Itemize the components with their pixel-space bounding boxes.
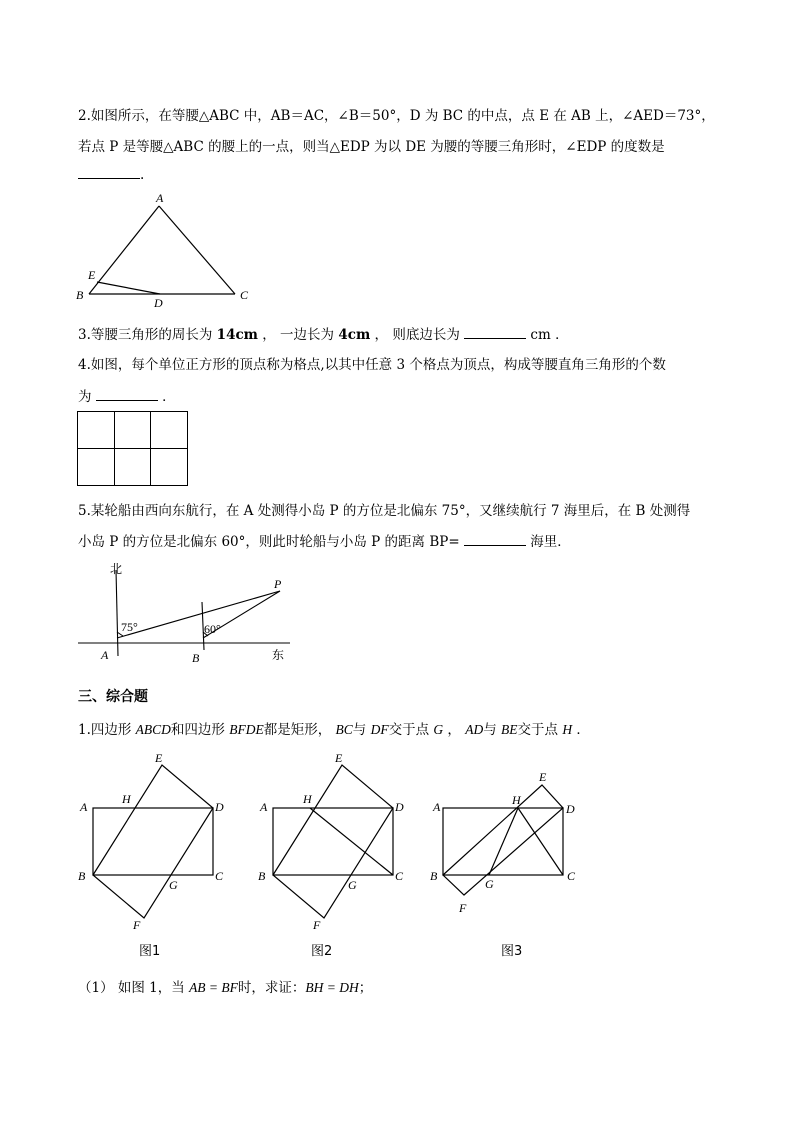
- c1-var: DF: [370, 722, 389, 737]
- fig1-label-f: F: [133, 918, 141, 932]
- fig2-label-a: A: [260, 800, 268, 814]
- caption-fig2: 图2: [311, 944, 333, 959]
- fig2-label-f: F: [313, 918, 321, 932]
- figure-3: [425, 765, 595, 925]
- c1-text: 和四边形: [170, 722, 230, 738]
- c1-text: （1） 如图 1，当: [78, 980, 190, 996]
- answer-blank[interactable]: [464, 326, 526, 339]
- q3-line: [78, 323, 569, 343]
- angle-60-label: 60°: [204, 622, 221, 636]
- grid-cell: [78, 412, 115, 449]
- figure-1: [75, 750, 235, 940]
- c1-equation: AB = BF: [189, 980, 238, 995]
- fig1-label-e: E: [155, 751, 163, 765]
- c1-text: ．: [572, 722, 590, 738]
- label-b: B: [76, 288, 84, 302]
- answer-blank[interactable]: [464, 533, 526, 546]
- fig1-label-g: G: [169, 878, 178, 892]
- q3-text: ， 则底边长为: [370, 327, 465, 343]
- east-label: 东: [272, 648, 285, 662]
- c1-text: 都是矩形，: [263, 722, 336, 738]
- c1-part1: [78, 976, 372, 996]
- fig1-label-b: B: [78, 869, 86, 883]
- c1-var: G: [433, 722, 444, 737]
- c1-var: AD: [465, 722, 484, 737]
- label-e: E: [88, 268, 96, 282]
- fig2-label-c: C: [395, 869, 404, 883]
- q4-line1: 4.如图，每个单位正方形的顶点称为格点,以其中任意 3 个格点为顶点，构成等腰直角三角形的个数: [78, 357, 666, 373]
- fig3-label-g: G: [485, 877, 494, 891]
- c1-text: 1.四边形: [78, 722, 136, 738]
- navigation-figure: [70, 558, 310, 668]
- c1-var: BE: [501, 722, 518, 737]
- fig2-label-e: E: [335, 751, 343, 765]
- fig3-label-h: H: [512, 793, 521, 807]
- fig1-label-d: D: [215, 800, 224, 814]
- q5-text: 小岛 P 的方位是北偏东 60°，则此时轮船与小岛 P 的距离 BP=: [78, 534, 464, 550]
- grid-cell: [114, 449, 151, 486]
- label-a: A: [156, 191, 164, 205]
- label-d: D: [154, 296, 163, 310]
- q5-line2: [78, 530, 571, 550]
- fig3-label-f: F: [459, 901, 467, 915]
- caption-fig3: 图3: [501, 944, 523, 959]
- c1-text: ，: [443, 722, 466, 738]
- q4-text: 为: [78, 389, 96, 405]
- fig2-label-g: G: [348, 878, 357, 892]
- grid-cell: [114, 412, 151, 449]
- point-b-label: B: [192, 651, 200, 665]
- section-title: 三、综合题: [78, 689, 148, 705]
- fig2-label-b: B: [258, 869, 266, 883]
- c1-var: ABCD: [135, 722, 171, 737]
- caption-fig1: 图1: [139, 944, 161, 959]
- q2-line1: 2.如图所示，在等腰△ABC 中，AB＝AC，∠B＝50°，D 为 BC 的中点，点 E 在 AB 上，∠AED＝73°，: [78, 108, 715, 124]
- point-a-label: A: [101, 648, 109, 662]
- q2-line3: [78, 166, 144, 183]
- answer-blank[interactable]: [96, 388, 158, 401]
- grid-cell: [151, 449, 188, 486]
- fig1-label-c: C: [215, 869, 224, 883]
- q3-perimeter: 14cm: [216, 327, 258, 343]
- answer-blank[interactable]: [78, 166, 140, 179]
- fig3-label-b: B: [430, 869, 438, 883]
- c1-text: 交于点: [517, 722, 563, 738]
- fig3-label-e: E: [539, 770, 547, 784]
- fig3-label-c: C: [567, 869, 576, 883]
- c1-text: 交于点: [388, 722, 434, 738]
- figure-2: [255, 750, 415, 940]
- angle-75-label: 75°: [121, 620, 138, 634]
- q3-side: 4cm: [338, 327, 371, 343]
- q3-text: cm ．: [526, 327, 569, 343]
- unit-square-grid: [77, 411, 188, 486]
- q3-text: ， 一边长为: [257, 327, 339, 343]
- q2-line2: 若点 P 是等腰△ABC 的腰上的一点，则当△EDP 为以 DE 为腰的等腰三角形时，∠EDP 的度数是: [78, 139, 665, 155]
- label-c: C: [240, 288, 249, 302]
- fig3-label-a: A: [433, 800, 441, 814]
- c1-equation: BH = DH: [305, 980, 359, 995]
- triangle-abc-figure: [70, 190, 270, 315]
- fig2-label-d: D: [395, 800, 404, 814]
- fig3-label-d: D: [566, 802, 575, 816]
- c1-intro: [78, 718, 590, 738]
- grid-cell: [78, 449, 115, 486]
- c1-text: 与: [483, 722, 502, 738]
- fig2-label-h: H: [303, 792, 312, 806]
- c1-text: 与: [352, 722, 371, 738]
- c1-var: BFDE: [229, 722, 264, 737]
- grid-cell: [151, 412, 188, 449]
- c1-text: 时，求证：: [237, 980, 306, 996]
- fig1-label-a: A: [80, 800, 88, 814]
- q5-text: 海里．: [525, 534, 571, 550]
- c1-var: H: [562, 722, 573, 737]
- fig1-label-h: H: [122, 792, 131, 806]
- north-label: 北: [110, 562, 123, 576]
- q4-line2: [78, 385, 176, 405]
- point-p-label: P: [274, 577, 282, 591]
- c1-var: BC: [335, 722, 353, 737]
- c1-text: ；: [358, 980, 373, 996]
- q3-text: 3.等腰三角形的周长为: [78, 327, 217, 343]
- q2-end-mark: .: [140, 167, 145, 183]
- q4-text: ．: [157, 389, 176, 405]
- q5-line1: 5.某轮船由西向东航行，在 A 处测得小岛 P 的方位是北偏东 75°，又继续航行 7 海里后，在 B 处测得: [78, 503, 691, 519]
